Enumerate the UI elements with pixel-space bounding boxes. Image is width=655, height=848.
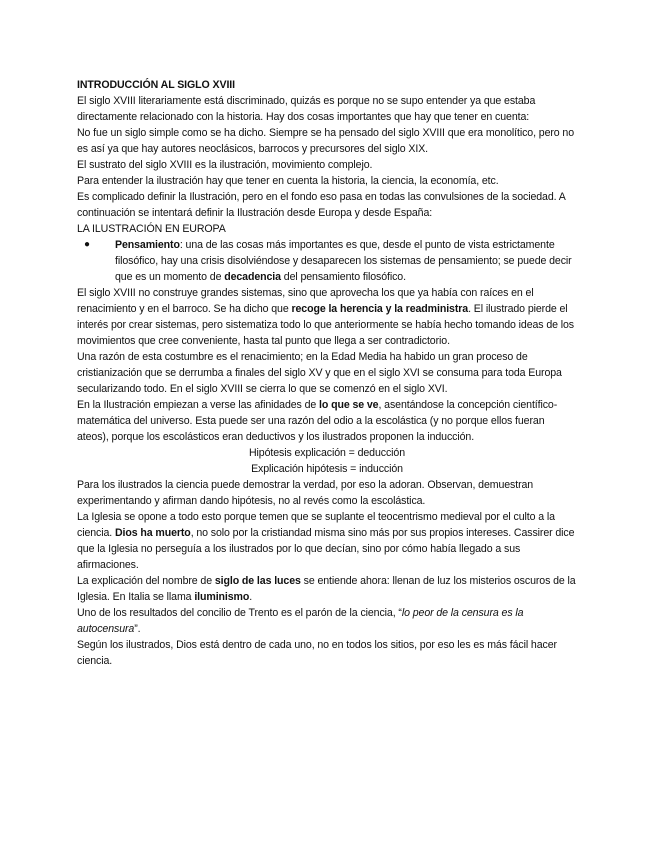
p12-quote: lo peor de la censura es la autocensura [77,607,524,635]
p8-bold: lo que se ve [319,399,379,411]
paragraph-5: Es complicado definir la Ilustración, pero en el fondo eso pasa en todas las convulsiones de la sociedad. A continuación se intentará definir la Ilustración desde Europa y desde España: [77,191,566,219]
p10-bold: Dios ha muerto [114,527,191,539]
p11-bold-2: iluminismo [194,591,250,603]
p6-text-b: . El ilustrado pierde el interés por crear sistemas, pero sistematiza todo lo que anteriormente se había hecho tomando ideas de los movimientos que cree conveniente, hasta tal punto que llega a ser contradictorio. [77,303,575,347]
formula-deduction: Hipótesis explicación = deducción [249,447,405,459]
paragraph-11 [77,573,577,605]
paragraph-7: Una razón de esta costumbre es el renacimiento; en la Edad Media ha habido un gran proceso de cristianización que se derrumba a finales del siglo XV y que en el siglo XVI se consuma para toda Europa secularizando todo. En el siglo XVIII se cierra lo que se comenzó en el siglo XVI. [77,351,562,395]
bullet-text-b: del pensamiento filosófico. [280,271,406,283]
paragraph-9: Para los ilustrados la ciencia puede demostrar la verdad, por eso la adoran. Observan, demuestran experimentando y afirman dando hipótesis, no al revés como la escolástica. [77,479,534,507]
formula-induction: Explicación hipótesis = inducción [251,463,403,475]
p10-text-b: , no solo por la cristiandad misma sino más por sus propios intereses. Cassirer dice que la Iglesia no perseguía a los ilustrados por lo que decían, sino por cómo había llegado a sus afirmaciones. [77,527,575,571]
paragraph-12 [77,605,577,637]
paragraph-2: No fue un siglo simple como se ha dicho. Siempre se ha pensado del siglo XVIII que era monolítico, pero no es así ya que hay autores neoclásicos, barrocos y precursores del siglo XIX. [77,127,575,155]
paragraph-6 [77,285,577,349]
paragraph-1: El siglo XVIII literariamente está discriminado, quizás es porque no se supo entender ya que estaba directamente relacionado con la historia. Hay dos cosas importantes que hay que tener en cuenta: [77,95,536,123]
bullet-term: Pensamiento [115,239,180,251]
p11-text-b: se entiende ahora: llenan de luz los misterios oscuros de la Iglesia. En Italia se llama [77,575,576,603]
paragraph-10 [77,509,577,573]
document-title: INTRODUCCIÓN AL SIGLO XVIII [77,79,235,91]
p12-text-a: Uno de los resultados del concilio de Trento es el parón de la ciencia, “ [77,607,402,619]
paragraph-3: El sustrato del siglo XVIII es la ilustración, movimiento complejo. [77,159,373,171]
p6-text-a: El siglo XVIII no construye grandes sistemas, sino que aprovecha los que ya había con raíces en el renacimiento y en el barroco. Se ha dicho que [77,287,534,315]
document-page [77,77,577,669]
p11-text-c: . [249,591,253,603]
p8-text-a: En la Ilustración empiezan a verse las afinidades de [77,399,320,411]
p8-text-b: , asentándose la concepción científico- matemática del universo. Esta puede ser una razón del odio a la escolástica (y no porque ellos fueran ateos), porque los escolásticos eran deductivos y los ilustrados proponen la inducción. [77,399,558,443]
p12-text-b: ”. [134,623,141,635]
section-heading: LA ILUSTRACIÓN EN EUROPA [77,223,226,235]
p6-bold: recoge la herencia y la readministra [291,303,469,315]
bullet-list [77,237,577,285]
bullet-item-pensamiento [115,237,577,285]
bullet-bold: decadencia [224,271,281,283]
paragraph-8 [77,397,577,445]
p10-text-a: La Iglesia se opone a todo esto porque temen que se suplante el teocentrismo medieval por el culto a la ciencia. [77,511,555,539]
paragraph-4: Para entender la ilustración hay que tener en cuenta la historia, la ciencia, la economía, etc. [77,175,499,187]
bullet-text-a: : una de las cosas más importantes es que, desde el punto de vista estrictamente filosófico, hay una crisis disolviéndose y desaparecen los sistemas de pensamiento; se puede decir que es un momento de [115,239,572,283]
paragraph-13: Según los ilustrados, Dios está dentro de cada uno, no en todos los sitios, por eso les es más fácil hacer ciencia. [77,639,557,667]
p11-text-a: La explicación del nombre de [77,575,215,587]
p11-bold-1: siglo de las luces [214,575,301,587]
